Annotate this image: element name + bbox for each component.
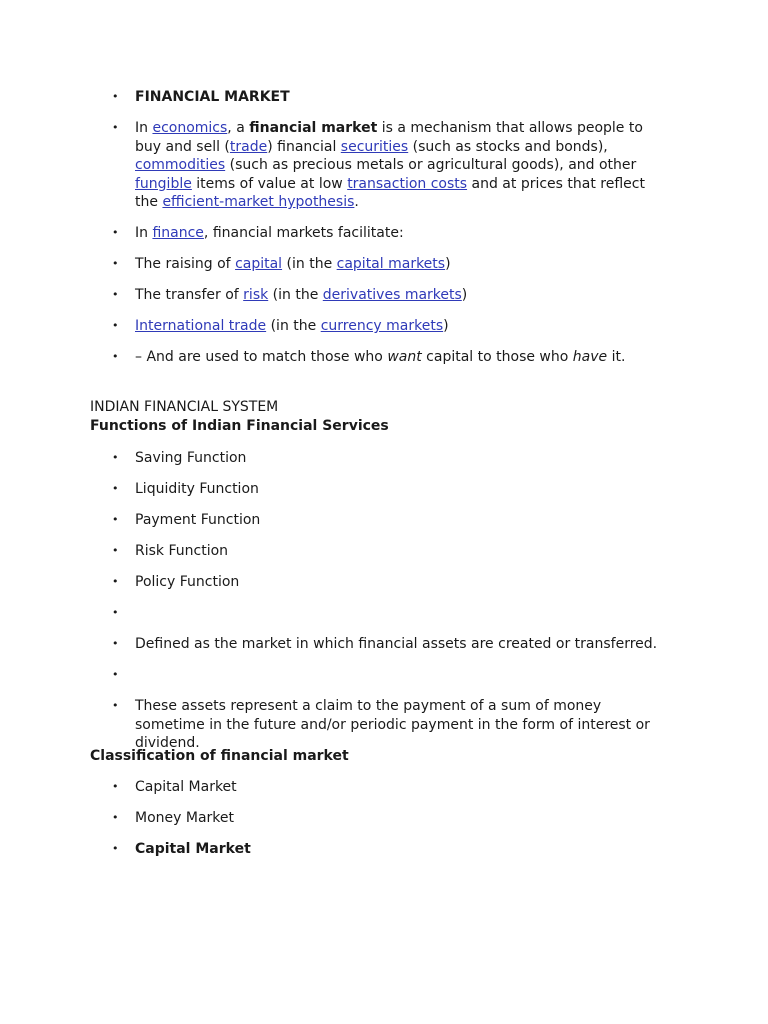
link-international-trade[interactable]: International trade xyxy=(135,318,267,334)
empty-list-item xyxy=(0,604,768,623)
list-item xyxy=(0,255,768,274)
link-capital[interactable]: capital xyxy=(235,256,283,272)
text: (in the xyxy=(282,256,337,272)
classification-label: Capital Market xyxy=(135,779,237,795)
text: (in the xyxy=(266,318,321,334)
list-item xyxy=(0,317,768,336)
text: The transfer of xyxy=(135,287,244,303)
list-item xyxy=(0,224,768,243)
function-label: Risk Function xyxy=(135,543,229,559)
definition-text: Defined as the market in which financial assets are created or transferred. xyxy=(135,636,658,652)
financial-market-list xyxy=(0,88,768,379)
bullet-icon: • xyxy=(112,513,119,526)
text: ) xyxy=(461,287,468,303)
link-fungible[interactable]: fungible xyxy=(135,175,192,192)
list-item xyxy=(0,119,768,212)
assets-text: These assets represent a claim to the payment of a sum of money sometime in the future and/or periodic payment in the form of interest or dividend. xyxy=(135,698,650,751)
link-efficient-market-hypothesis[interactable]: efficient-market hypothesis xyxy=(162,194,355,210)
list-item xyxy=(0,542,768,561)
text: (such as precious metals or agricultural goods), and other xyxy=(225,157,637,173)
text: capital to those who xyxy=(421,349,573,365)
bullet-icon: • xyxy=(112,451,119,464)
text: items of value at low xyxy=(191,175,348,192)
italic-word: want xyxy=(387,349,422,365)
bullet-icon: • xyxy=(112,350,119,363)
text: is a mechanism that allows people to buy and sell ( xyxy=(135,120,643,155)
function-label: Liquidity Function xyxy=(135,481,259,497)
bullet-icon: • xyxy=(112,699,119,712)
section-subheading: Functions of Indian Financial Services xyxy=(90,418,389,434)
link-transaction-costs[interactable]: transaction costs xyxy=(347,175,468,192)
list-item xyxy=(0,88,768,107)
bullet-icon: • xyxy=(112,811,119,824)
text: – And are used to match those who xyxy=(135,349,388,365)
text: (such as stocks and bonds), xyxy=(408,138,608,155)
bullet-icon: • xyxy=(112,575,119,588)
text: , financial markets facilitate: xyxy=(203,225,404,241)
list-item xyxy=(0,778,768,797)
text: ) xyxy=(445,256,451,272)
bullet-icon: • xyxy=(112,637,119,650)
bullet-icon: • xyxy=(112,257,119,270)
link-commodities[interactable]: commodities xyxy=(135,157,226,173)
text: The raising of xyxy=(135,256,236,272)
functions-list xyxy=(0,449,768,765)
list-item xyxy=(0,286,768,305)
text: and at prices that reflect the xyxy=(135,175,645,210)
section-heading: Classification of financial market xyxy=(90,748,349,764)
list-item xyxy=(0,697,768,753)
bullet-icon: • xyxy=(112,842,119,855)
text: it. xyxy=(607,349,626,365)
bullet-icon: • xyxy=(112,482,119,495)
link-currency-markets[interactable]: currency markets xyxy=(320,318,444,334)
list-item xyxy=(0,635,768,654)
classification-label: Money Market xyxy=(135,810,234,826)
link-derivatives-markets[interactable]: derivatives markets xyxy=(322,287,462,303)
section-heading: INDIAN FINANCIAL SYSTEM xyxy=(90,399,279,415)
bullet-icon: • xyxy=(112,121,119,134)
text: ) financial xyxy=(267,138,341,155)
bullet-icon: • xyxy=(112,90,119,103)
function-label: Saving Function xyxy=(135,450,247,466)
list-item xyxy=(0,809,768,828)
text: . xyxy=(354,194,359,210)
bullet-icon: • xyxy=(112,780,119,793)
bullet-icon: • xyxy=(112,606,119,619)
empty-list-item xyxy=(0,666,768,685)
bullet-icon: • xyxy=(112,226,119,239)
section-title: FINANCIAL MARKET xyxy=(135,89,290,105)
list-item xyxy=(0,573,768,592)
bullet-icon: • xyxy=(112,544,119,557)
bullet-icon: • xyxy=(112,288,119,301)
link-securities[interactable]: securities xyxy=(340,138,409,155)
bold-term: financial market xyxy=(249,120,378,136)
list-item xyxy=(0,348,768,367)
function-label: Payment Function xyxy=(135,512,261,528)
italic-word: have xyxy=(572,349,608,365)
text: In xyxy=(135,120,153,136)
bullet-icon: • xyxy=(112,668,119,681)
link-economics[interactable]: economics xyxy=(152,120,228,136)
link-capital-markets[interactable]: capital markets xyxy=(336,256,446,272)
bullet-icon: • xyxy=(112,319,119,332)
function-label: Policy Function xyxy=(135,574,240,590)
list-item xyxy=(0,511,768,530)
list-item xyxy=(0,840,768,859)
link-risk[interactable]: risk xyxy=(243,287,269,303)
list-item xyxy=(0,480,768,499)
classification-label-bold: Capital Market xyxy=(135,841,251,857)
classification-list xyxy=(0,778,768,871)
text: ) xyxy=(443,318,449,334)
link-finance[interactable]: finance xyxy=(152,225,204,241)
list-item xyxy=(0,449,768,468)
text: , a xyxy=(227,120,250,136)
text: In xyxy=(135,225,153,241)
link-trade[interactable]: trade xyxy=(229,138,268,155)
text: (in the xyxy=(268,287,323,303)
